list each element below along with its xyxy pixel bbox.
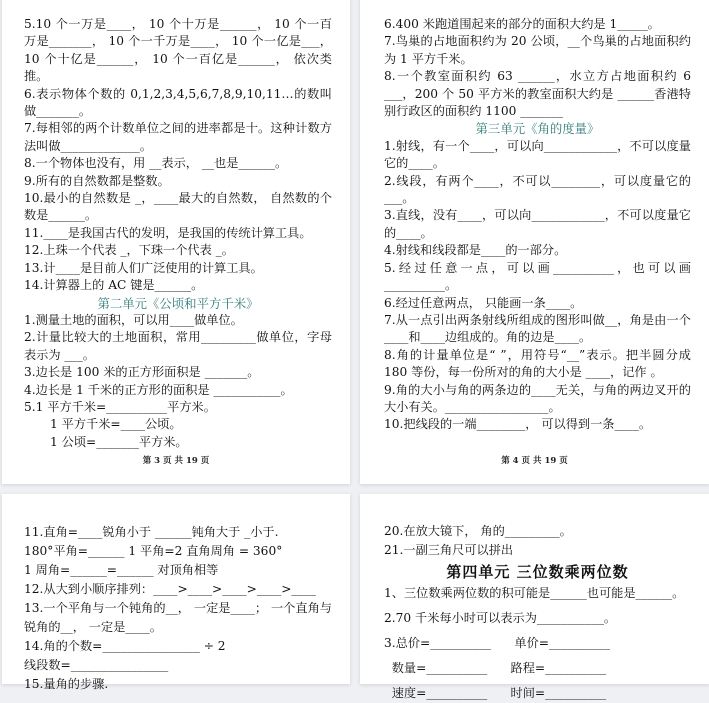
unit2-question-3: 3.边长是 100 米的正方形面积是 _______。 [24,365,260,380]
document-page-6 [360,494,709,700]
question-8: 8.一个教室面积约 63 ______，水立方占地面积约 6 ___，200 个 50 平方米的教室面积大约是 ______香港特别行政区的面积约 1100 _______ [384,69,691,119]
question-14-line-2: 线段数=________________ [24,658,169,672]
unit3-question-3: 3.直线，没有____，可以向____________，不可以度量它的____。 [384,208,691,240]
question-7: 7.鸟巢的占地面积约为 20 公顷，__个鸟巢的占地面积约为 1 平方千米。 [384,34,691,66]
section-heading-unit-4: 第四单元 三位数乘两位数 [446,563,629,581]
unit2-question-4: 4.边长是 1 千米的正方形的面积是 ___________。 [24,382,293,397]
question-13: 13.计____是目前人们广泛使用的计算工具。 [24,260,263,275]
unit4-question-3: 3.总价=__________ 单价=__________ [384,636,610,650]
unit3-question-2: 2.线段，有两个____，不可以________，可以度量它的___。 [384,173,691,206]
document-page-5 [2,494,350,691]
question-14: 14.角的个数=________________ ÷ 2 [24,639,226,653]
document-page-4 [360,0,709,484]
question-9: 9.所有的自然数都是整数。 [24,173,170,188]
page-content [24,16,332,451]
question-15: 15.量角的步骤. [24,677,109,691]
unit4-question-3-line-2: 数量=__________ 路程=__________ [384,661,607,675]
question-11: 11.直角=____锐角小于 ______钝角大于 _小于. [24,525,279,539]
unit4-question-3-line-3: 速度=__________ 时间=__________ [384,686,607,700]
question-6: 6.400 米跑道围起来的部分的面积大约是 1_____。 [384,17,660,31]
question-10: 10.最小的自然数是 _，____最大的自然数， 自然数的个数是______。 [24,191,332,223]
question-20: 20.在放大镜下， 角的_________。 [384,524,572,538]
question-11: 11.____是我国古代的发明，是我国的传统计算工具。 [24,225,312,240]
page-content [24,523,332,694]
section-heading-unit-3: 第三单元《角的度量》 [475,121,600,137]
unit3-question-7: 7.从一点引出两条射线所组成的图形叫做__，角是由一个____和____边组成的。角的边是____。 [384,312,691,345]
unit4-question-1: 1、三位数乘两位数的积可能是______也可能是______。 [384,586,685,600]
question-11-line-2: 180°平角=______ 1 平角=2 直角周角 = 360° [24,544,283,558]
question-8: 8.一个物体也没有，用 __表示， __也是______。 [24,156,288,171]
unit3-question-1: 1.射线，有一个____，可以向____________，不可以度量它的____。 [384,138,691,171]
page-content [384,522,691,703]
unit2-question-1: 1.测量土地的面积，可以用____做单位。 [24,312,243,327]
unit4-question-2: 2.70 千米每小时可以表示为___________。 [384,611,617,625]
question-6: 6.表示物体个数的 0,1,2,3,4,5,6,7,8,9,10,11…的数叫做_______。 [24,86,332,119]
unit3-question-10: 10.把线段的一端________， 可以得到一条____。 [384,417,652,432]
unit2-question-5: 5.1 平方千米=__________平方米。 [24,399,216,414]
unit2-question-5-sub-1: 1 平方千米=____公顷。 [50,417,182,432]
question-7: 7.每相邻的两个计数单位之间的进率都是十。这种计数方法叫做_____________。 [24,121,332,153]
page-content [384,16,691,434]
question-12: 12.上珠一个代表 _，下珠一个代表 _。 [24,243,234,258]
unit3-question-6: 6.经过任意两点， 只能画一条____。 [384,295,583,310]
unit3-question-9: 9.角的大小与角的两条边的____无关，与角的两边叉开的大小有关。_________________。 [384,382,691,414]
page-footer: 第 3 页 共 19 页 [142,456,210,466]
question-5: 5.10 个一万是____， 10 个十万是______， 10 个一百万是_______， 10 个一千万是____， 10 个一亿是___， 10 个十亿是______， 10 个一百亿是______， 依次类推。 [24,17,332,84]
unit2-question-5-sub-2: 1 公顷=_______平方米。 [50,434,188,449]
unit3-question-4: 4.射线和线段都是____的一部分。 [384,243,567,258]
document-page-3 [2,0,350,484]
unit3-question-5: 5.经过任意一点，可以画__________，也可以画__________。 [384,260,691,293]
question-13: 13.一个平角与一个钝角的__， 一定是____； 一个直角与锐角的__， 一定是____。 [24,601,332,634]
question-21: 21.一副三角尺可以拼出 [384,543,514,557]
question-12: 12.从大到小顺序排列：____>____>____>____>____ [24,582,316,596]
page-footer: 第 4 页 共 19 页 [501,456,568,466]
question-14: 14.计算器上的 AC 键是______。 [24,278,204,293]
question-11-line-3: 1 周角=______=______ 对顶角相等 [24,563,219,577]
section-heading-unit-2: 第二单元《公顷和平方千米》 [97,295,259,311]
unit3-question-8: 8.角的计量单位是“ ”，用符号“__”表示。把半圆分成 180 等份，每一份所对的角的大小是 ____，记作 。 [384,347,691,380]
unit2-question-2: 2.计量比较大的土地面积，常用_________做单位，字母表示为 ___。 [24,330,332,362]
